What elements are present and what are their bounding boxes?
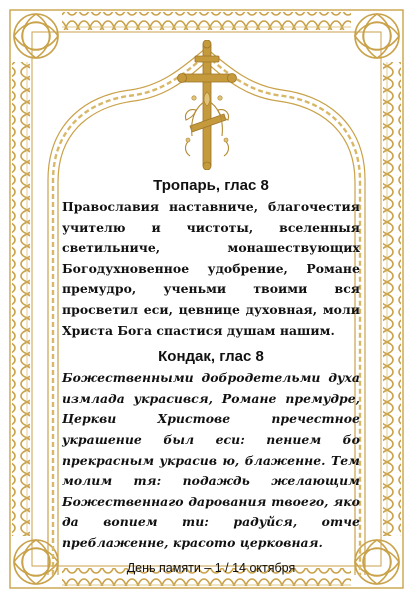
tropar-text: Православия наставниче, благочестия учителю и чистоты, вселенныя светильниче, монашествующих Богодухновенное удобрение, Романе премудро, ученьми твоими вся просветил еси, цевнице духовная, моли Христа Бога спастися душам нашим.	[62, 199, 360, 338]
prayer-content	[62, 176, 360, 576]
tropar-heading: Тропарь, глас 8	[153, 177, 269, 194]
memory-day: День памяти – 1 / 14 октября	[126, 560, 296, 575]
kondak-text: Божественными добродетельми духа измлада украсився, Романе премудре, Церкви Христове пречестное украшение был еси: пением бо прекрасным украсив ю, блаженне. Тем молим тя: подаждь желающим Божественнаго дарования твоего, яко да вопием ти: радуйся, отче преблаженне, красото церковная.	[62, 370, 360, 550]
kondak-heading: Кондак, глас 8	[158, 348, 264, 366]
orthodox-cross-icon	[176, 40, 238, 170]
